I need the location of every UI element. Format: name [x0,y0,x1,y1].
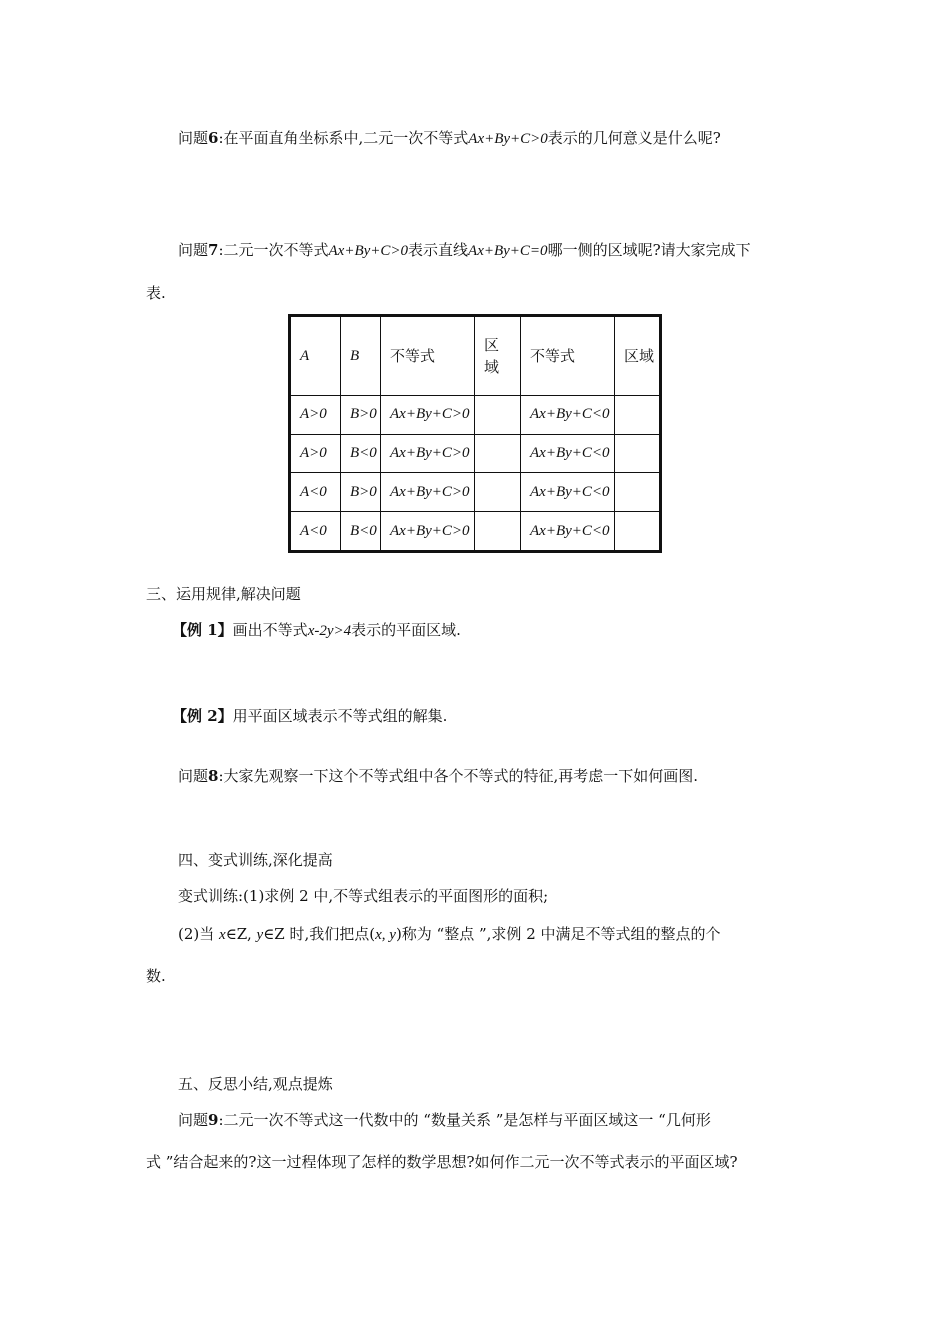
cell-region-blank [475,473,521,512]
example-1-expression: x-2y>4 [307,623,352,639]
example-2-label: 【例 2】 [172,707,233,725]
question-8 [178,766,698,786]
section-3-heading: 三、运用规律,解决问题 [146,585,301,603]
example-1-text-1: 画出不等式 [232,621,308,639]
q9-text-1: :二元一次不等式这一代数中的 “数量关系 ”是怎样与平面区域这一 “几何形 [218,1111,711,1129]
cell-region-blank [615,512,661,552]
table-row [290,434,661,473]
header-b: B [341,316,381,396]
cell-inequality-gt: Ax+By+C>0 [381,512,475,552]
drill-line-1: 变式训练:(1)求例 2 中,不等式组表示的平面图形的面积; [178,887,549,905]
cell-a: A<0 [290,473,341,512]
header-inequality-1: 不等式 [381,316,475,396]
q7-label: 问题 [178,241,209,259]
table-row [290,395,661,434]
cell-region-blank [615,434,661,473]
cell-a: A<0 [290,512,341,552]
inequality-table [288,314,662,553]
header-a: A [290,316,341,396]
table-header-row [290,316,661,396]
cell-inequality-gt: Ax+By+C>0 [381,434,475,473]
cell-region-blank [615,473,661,512]
header-region-2: 区域 [615,316,661,396]
q9-number: 9 [208,1111,219,1129]
cell-inequality-lt: Ax+By+C<0 [521,434,615,473]
cell-b: B<0 [341,434,381,473]
example-2-text: 用平面区域表示不等式组的解集. [232,707,448,725]
q9-label: 问题 [178,1111,209,1129]
example-1 [172,620,461,641]
q6-expression: Ax+By+C>0 [468,131,548,147]
example-1-label: 【例 1】 [172,621,233,639]
q8-number: 8 [208,767,219,785]
q8-label: 问题 [178,767,209,785]
q7-continuation: 表. [146,284,166,302]
cell-a: A>0 [290,434,341,473]
q6-number: 6 [208,129,219,147]
cell-region-blank [615,395,661,434]
q7-text-1: :二元一次不等式 [218,241,329,259]
cell-b: B<0 [341,512,381,552]
drill-line-3: 数. [146,967,166,985]
question-6 [178,128,721,149]
q7-expression-2: Ax+By+C=0 [468,243,548,259]
section-5-heading: 五、反思小结,观点提炼 [178,1075,333,1093]
q7-text-3: 哪一侧的区域呢?请大家完成下 [547,241,751,259]
q6-text-2: 表示的几何意义是什么呢? [547,129,721,147]
question-9 [178,1110,711,1130]
header-region-1: 区 域 [475,316,521,396]
cell-inequality-gt: Ax+By+C>0 [381,395,475,434]
drill-line-2: (2)当 x∈Z, y∈Z 时,我们把点(x, y)称为 “整点 ”,求例 2 中满足不等式组的整点的个 [178,925,721,943]
header-inequality-2: 不等式 [521,316,615,396]
q7-number: 7 [208,241,219,259]
question-9-continuation: 式 ”结合起来的?这一过程体现了怎样的数学思想?如何作二元一次不等式表示的平面区域? [146,1153,738,1171]
cell-inequality-lt: Ax+By+C<0 [521,395,615,434]
example-2 [172,706,447,726]
q8-text: :大家先观察一下这个不等式组中各个不等式的特征,再考虑一下如何画图. [218,767,699,785]
question-7 [178,240,751,261]
q6-text-1: :在平面直角坐标系中,二元一次不等式 [218,129,469,147]
cell-inequality-lt: Ax+By+C<0 [521,473,615,512]
cell-region-blank [475,395,521,434]
cell-b: B>0 [341,395,381,434]
cell-region-blank [475,434,521,473]
cell-a: A>0 [290,395,341,434]
q6-label: 问题 [178,129,209,147]
q7-text-2: 表示直线 [408,241,469,259]
cell-b: B>0 [341,473,381,512]
cell-inequality-lt: Ax+By+C<0 [521,512,615,552]
cell-inequality-gt: Ax+By+C>0 [381,473,475,512]
table-row [290,473,661,512]
section-4-heading: 四、变式训练,深化提高 [178,851,333,869]
cell-region-blank [475,512,521,552]
q7-expression-1: Ax+By+C>0 [328,243,409,259]
example-1-text-2: 表示的平面区域. [351,621,461,639]
table-row [290,512,661,552]
